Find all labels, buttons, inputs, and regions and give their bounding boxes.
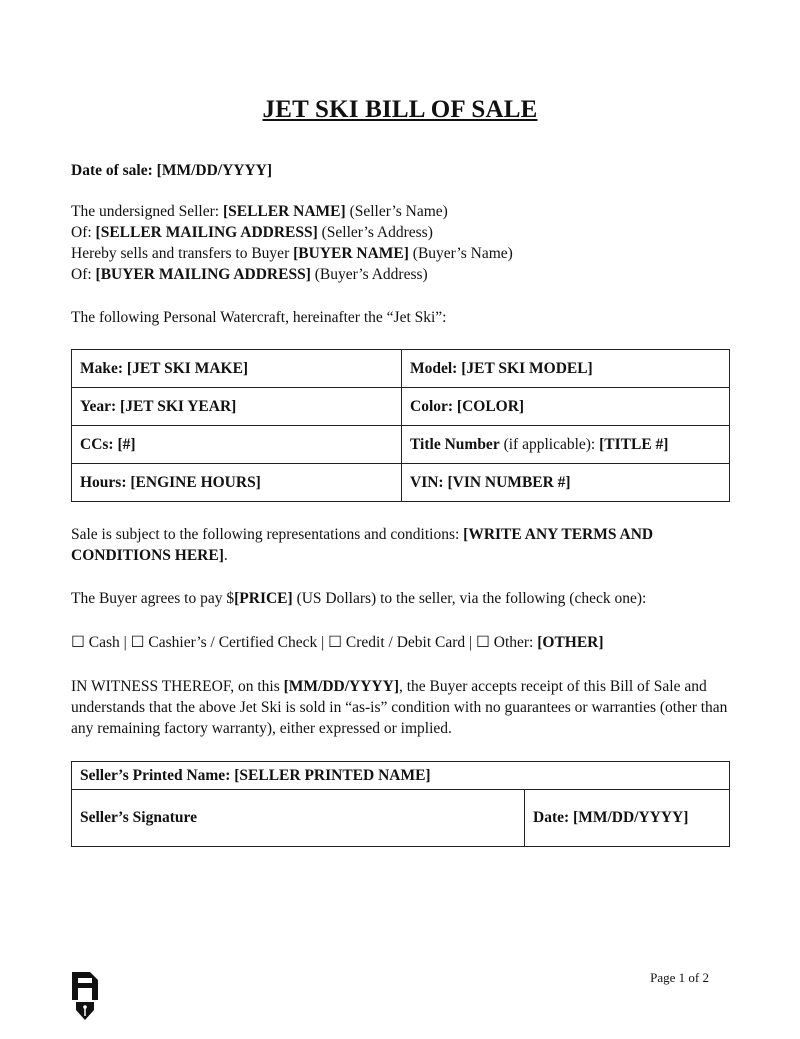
date-of-sale	[71, 160, 272, 181]
party-prefix: Hereby sells and transfers to Buyer	[71, 245, 294, 262]
party-suffix: (Seller’s Name)	[345, 203, 448, 220]
year-cell: Year: [JET SKI YEAR]	[72, 388, 402, 426]
payment-options	[71, 632, 604, 653]
date-of-sale-value: [MM/DD/YYYY]	[156, 162, 273, 179]
table-row	[72, 790, 730, 847]
party-prefix: Of:	[71, 224, 96, 241]
page-number: Page 1 of 2	[650, 970, 709, 985]
party-suffix: (Seller’s Address)	[317, 224, 433, 241]
witness-paragraph: IN WITNESS THEREOF, on this [MM/DD/YYYY], the Buyer accepts receipt of this Bill of Sale and understands that the above Jet Ski is sold in “as-is” condition with no guarantees or warranties (other than any remaining factory warranty), either expressed or implied.	[71, 678, 728, 737]
document-title: JET SKI BILL OF SALE	[262, 96, 538, 123]
color-cell: Color: [COLOR]	[402, 388, 730, 426]
date-of-sale-label: Date of sale:	[71, 162, 153, 179]
conditions-paragraph: Sale is subject to the following representations and conditions: [WRITE ANY TERMS AND CONDITIONS HERE].	[71, 526, 654, 564]
seller-name-field: [SELLER NAME]	[222, 203, 346, 220]
table-row	[72, 350, 730, 388]
make-cell: Make: [JET SKI MAKE]	[72, 350, 402, 388]
jet-ski-intro: The following Personal Watercraft, hereinafter the “Jet Ski”:	[71, 309, 447, 326]
other-payment-field: [OTHER]	[537, 634, 604, 651]
hours-cell: Hours: [ENGINE HOURS]	[72, 464, 402, 502]
buyer-name-field: [BUYER NAME]	[293, 245, 409, 262]
payment-checkboxes[interactable]: ☐ Cash | ☐ Cashier’s / Certified Check | ☐ Credit / Debit Card | ☐ Other:	[71, 634, 538, 651]
seller-address-field: [SELLER MAILING ADDRESS]	[95, 224, 318, 241]
conditions-field: [WRITE ANY TERMS AND CONDITIONS HERE]	[71, 526, 654, 564]
signature-table	[71, 761, 730, 847]
table-row	[72, 426, 730, 464]
witness-date-field: [MM/DD/YYYY]	[283, 678, 399, 695]
party-suffix: (Buyer’s Address)	[310, 266, 428, 283]
signature-date-cell[interactable]: Date: [MM/DD/YYYY]	[525, 790, 730, 847]
party-prefix: The undersigned Seller:	[71, 203, 223, 220]
party-suffix: (Buyer’s Name)	[408, 245, 513, 262]
seller-printed-name-cell: Seller’s Printed Name: [SELLER PRINTED NAME]	[72, 762, 730, 790]
party-line-buyer-address	[71, 264, 428, 285]
title-number-cell: Title Number (if applicable): [TITLE #]	[402, 426, 730, 464]
vin-cell: VIN: [VIN NUMBER #]	[402, 464, 730, 502]
seller-signature-cell[interactable]: Seller’s Signature	[72, 790, 525, 847]
jet-ski-details-table	[71, 349, 730, 502]
table-row	[72, 762, 730, 790]
model-cell: Model: [JET SKI MODEL]	[402, 350, 730, 388]
payment-paragraph: The Buyer agrees to pay $[PRICE] (US Dollars) to the seller, via the following (check one):	[71, 590, 647, 607]
buyer-address-field: [BUYER MAILING ADDRESS]	[95, 266, 311, 283]
ccs-cell: CCs: [#]	[72, 426, 402, 464]
party-line-seller-name	[71, 201, 448, 222]
pen-nib-logo-icon	[70, 970, 100, 1022]
party-prefix: Of:	[71, 266, 96, 283]
table-row	[72, 388, 730, 426]
table-row	[72, 464, 730, 502]
price-field: [PRICE]	[234, 590, 293, 607]
party-line-buyer-name	[71, 243, 513, 264]
party-line-seller-address	[71, 222, 433, 243]
